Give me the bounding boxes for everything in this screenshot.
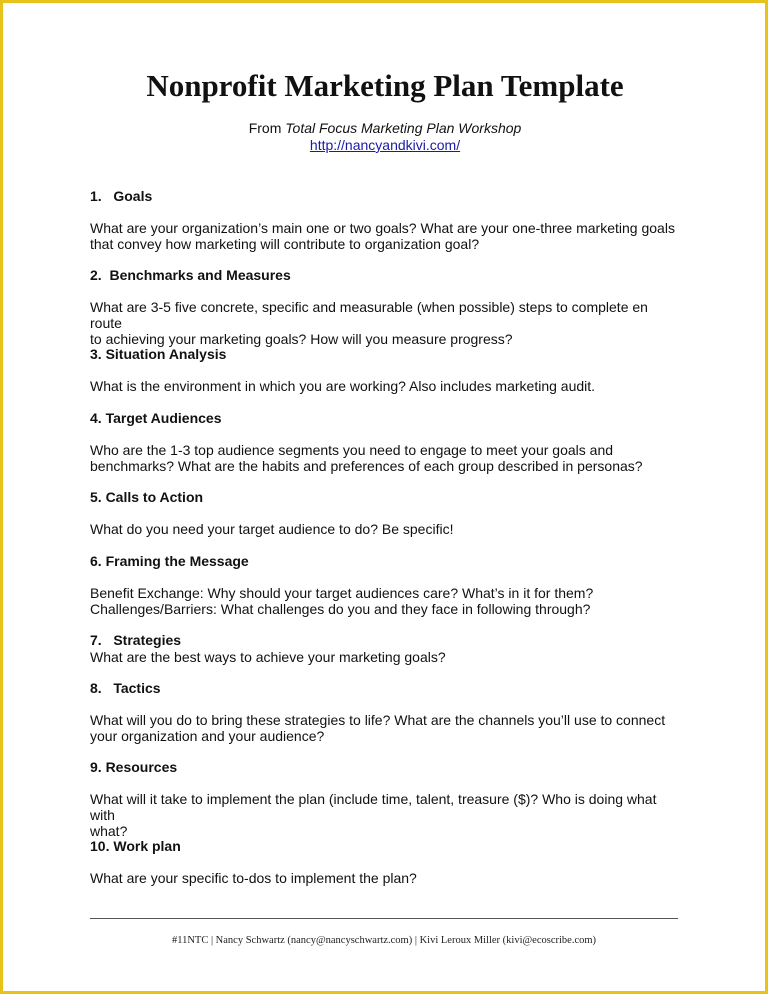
source-link-line: [90, 137, 680, 154]
section-heading: 2. Benchmarks and Measures: [90, 267, 291, 283]
source-line: [90, 120, 680, 137]
section-body: What do you need your target audience to do? Be specific!: [90, 521, 454, 537]
section-body: What are 3-5 five concrete, specific and measurable (when possible) steps to complete en route to achieving your marketing goals? How will you measure progress?: [90, 299, 648, 347]
source-title: Total Focus Marketing Plan Workshop: [285, 120, 522, 136]
section-body: What will you do to bring these strategies to life? What are the channels you’ll use to connect your organization and your audience?: [90, 712, 666, 744]
section-work-plan: [90, 838, 680, 886]
section-body: Benefit Exchange: Why should your target audiences care? What’s in it for them? Challenges/Barriers: What challenges do you and they face in following through?: [90, 585, 594, 617]
section-heading: 7. Strategies: [90, 632, 182, 648]
section-body: Who are the 1-3 top audience segments you need to engage to meet your goals and benchmarks? What are the habits and preferences of each group described in personas?: [90, 442, 643, 474]
section-framing-message: [90, 553, 680, 617]
section-goals: [90, 188, 680, 252]
source-prefix: From: [248, 120, 286, 136]
section-heading: 3. Situation Analysis: [90, 346, 227, 362]
section-body: What are your specific to-dos to implement the plan?: [90, 870, 417, 886]
section-calls-to-action: [90, 489, 680, 537]
source-link[interactable]: http://nancyandkivi.com/: [309, 137, 461, 153]
page-title: Nonprofit Marketing Plan Template: [146, 68, 624, 103]
section-heading: 4. Target Audiences: [90, 410, 222, 426]
section-target-audiences: [90, 410, 680, 474]
section-strategies: [90, 632, 680, 665]
section-resources: [90, 759, 680, 839]
section-body: What are your organization’s main one or two goals? What are your one-three marketing goals that convey how marketing will contribute to organization goal?: [90, 220, 675, 252]
section-tactics: [90, 680, 680, 744]
section-body: What are the best ways to achieve your marketing goals?: [90, 649, 446, 665]
section-body: What is the environment in which you are working? Also includes marketing audit.: [90, 378, 596, 394]
footer-divider: [90, 918, 678, 919]
section-heading: 1. Goals: [90, 188, 153, 204]
section-heading: 8. Tactics: [90, 680, 161, 696]
section-body: What will it take to implement the plan (include time, talent, treasure ($)? Who is doing what with what?: [90, 791, 657, 839]
section-heading: 5. Calls to Action: [90, 489, 204, 505]
section-heading: 6. Framing the Message: [90, 553, 249, 569]
section-heading: 10. Work plan: [90, 838, 181, 854]
section-benchmarks: [90, 267, 680, 347]
page-footer: #11NTC | Nancy Schwartz (nancy@nancyschwartz.com) | Kivi Leroux Miller (kivi@ecoscribe.com): [171, 935, 597, 946]
section-situation-analysis: [90, 346, 680, 394]
section-heading: 9. Resources: [90, 759, 178, 775]
